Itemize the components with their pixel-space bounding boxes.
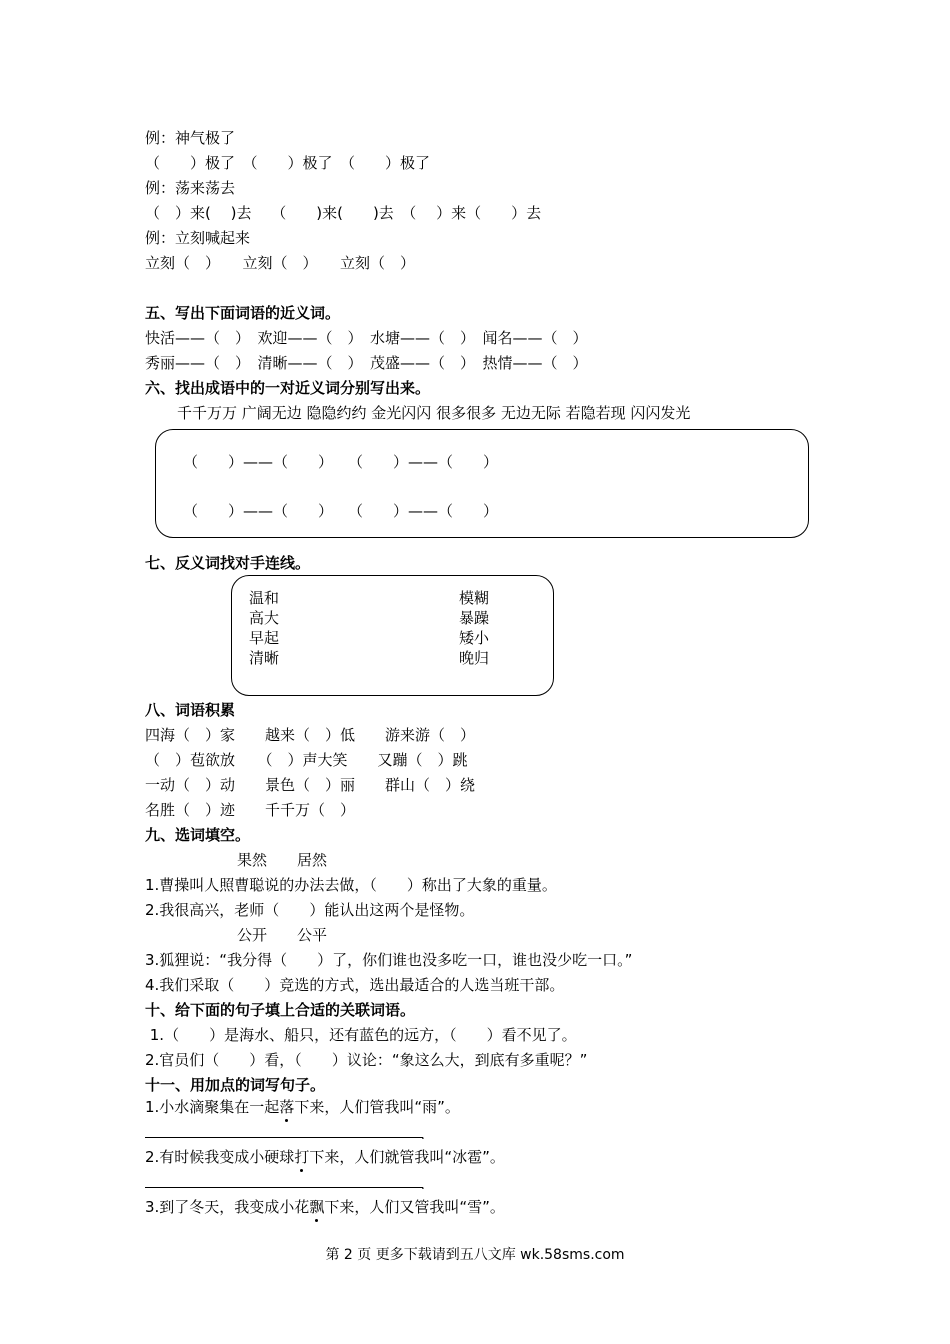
- section-6-title: 六、找出成语中的一对近义词分别写出来。: [145, 379, 431, 397]
- right-word-1[interactable]: 模糊: [459, 589, 490, 607]
- fill-line-1: （ ）极了 （ ）极了 （ ）极了: [145, 154, 431, 172]
- left-word-1[interactable]: 温和: [249, 589, 280, 607]
- page-footer: 第 2 页 更多下载请到五八文库 wk.58sms.com: [325, 1247, 625, 1263]
- dotted-word-2: 打: [294, 1148, 310, 1166]
- pair-row-1: （ ）——（ ） （ ）——（ ）: [183, 453, 499, 471]
- fill-sentence-3: 3.狐狸说：“我分得（ ）了，你们谁也没多吃一口，谁也没少吃一口。”: [145, 951, 633, 969]
- sentence-prompt-2: 2.有时候我变成小硬球打下来，人们就管我叫“冰雹”。: [145, 1148, 505, 1166]
- section-5-title: 五、写出下面词语的近义词。: [145, 304, 341, 322]
- fill-sentence-1: 1.曹操叫人照曹聪说的办法去做，（ ）称出了大象的重量。: [145, 876, 557, 894]
- vocab-row-2: （ ）苞欲放 （ ）声大笑 又蹦（ ）跳: [145, 751, 468, 769]
- word-choices-2: 公开 公平: [237, 926, 328, 944]
- answer-line-period-2: .: [421, 1178, 425, 1192]
- fill-line-2: （ ）来( )去 （ )来( )去 （ ）来（ ）去: [145, 204, 542, 222]
- example-line-2: 例：荡来荡去: [145, 179, 236, 197]
- right-word-4[interactable]: 晚归: [459, 649, 490, 667]
- answer-line-2[interactable]: [145, 1187, 423, 1188]
- section-10-title: 十、给下面的句子填上合适的关联词语。: [145, 1001, 416, 1019]
- example-line-1: 例：神气极了: [145, 129, 236, 147]
- dotted-word-1: 落: [279, 1098, 295, 1116]
- vocab-row-1: 四海（ ）家 越来（ ）低 游来游（ ）: [145, 726, 476, 744]
- section-8-title: 八、词语积累: [145, 701, 236, 719]
- answer-line-period-1: .: [421, 1128, 425, 1142]
- conjunction-sentence-1: 1.（ ）是海水、船只，还有蓝色的远方，（ ）看不见了。: [145, 1026, 577, 1044]
- dotted-word-3: 飘: [309, 1198, 325, 1216]
- example-line-3: 例：立刻喊起来: [145, 229, 251, 247]
- right-word-3[interactable]: 矮小: [459, 629, 490, 647]
- idiom-list: 千千万万 广阔无边 隐隐约约 金光闪闪 很多很多 无边无际 若隐若现 闪闪发光: [177, 404, 691, 422]
- answer-box: [155, 429, 809, 538]
- fill-sentence-4: 4.我们采取（ ）竞选的方式，选出最适合的人选当班干部。: [145, 976, 565, 994]
- section-11-title: 十一、用加点的词写句子。: [145, 1076, 326, 1094]
- right-word-2[interactable]: 暴躁: [459, 609, 490, 627]
- left-word-2[interactable]: 高大: [249, 609, 280, 627]
- vocab-row-4: 名胜（ ）迹 千千万（ ）: [145, 801, 356, 819]
- pair-row-2: （ ）——（ ） （ ）——（ ）: [183, 502, 499, 520]
- conjunction-sentence-2: 2.官员们（ ）看，（ ）议论：“象这么大，到底有多重呢？”: [145, 1051, 588, 1069]
- fill-line-3: 立刻（ ） 立刻（ ） 立刻（ ）: [145, 254, 416, 272]
- left-word-4[interactable]: 清晰: [249, 649, 280, 667]
- fill-sentence-2: 2.我很高兴，老师（ ）能认出这两个是怪物。: [145, 901, 475, 919]
- section-7-title: 七、反义词找对手连线。: [145, 554, 311, 572]
- answer-line-1[interactable]: [145, 1137, 423, 1138]
- matching-box: [231, 575, 554, 696]
- word-choices-1: 果然 居然: [237, 851, 328, 869]
- vocab-row-3: 一动（ ）动 景色（ ）丽 群山（ ）绕: [145, 776, 476, 794]
- synonym-row-1: 快活——（ ） 欢迎——（ ） 水塘——（ ） 闻名——（ ）: [145, 329, 588, 347]
- sentence-prompt-3: 3.到了冬天，我变成小花飘下来，人们又管我叫“雪”。: [145, 1198, 505, 1216]
- left-word-3[interactable]: 早起: [249, 629, 280, 647]
- sentence-prompt-1: 1.小水滴聚集在一起落下来，人们管我叫“雨”。: [145, 1098, 460, 1116]
- section-9-title: 九、选词填空。: [145, 826, 251, 844]
- synonym-row-2: 秀丽——（ ） 清晰——（ ） 茂盛——（ ） 热情——（ ）: [145, 354, 588, 372]
